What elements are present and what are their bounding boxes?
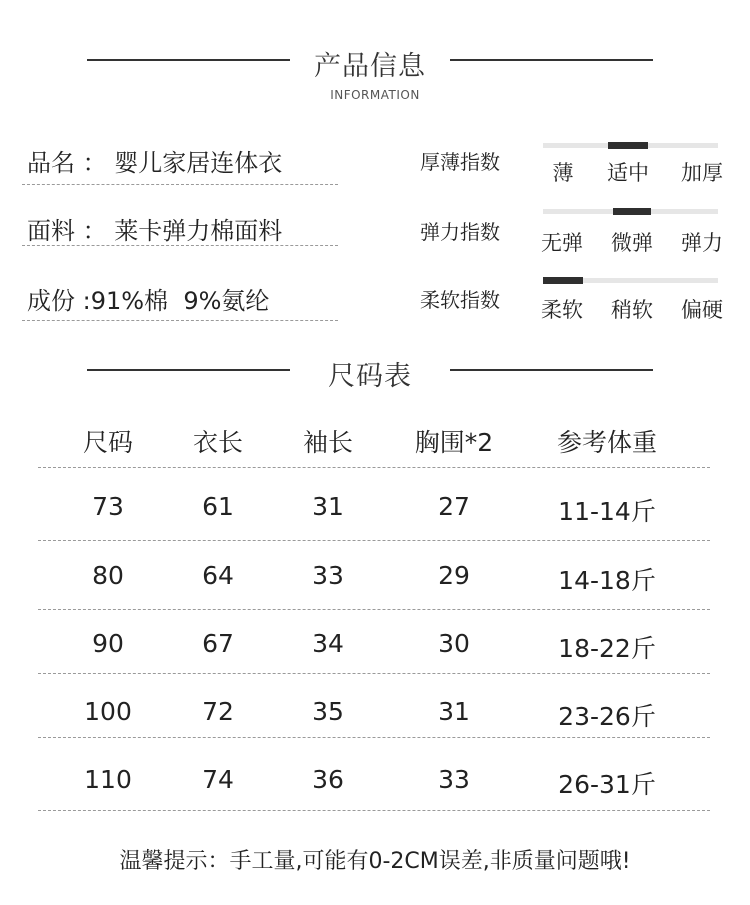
- table-cell-weight: 23-26斤: [558, 702, 656, 731]
- table-cell-size: 100: [84, 697, 132, 726]
- table-cell-size: 80: [92, 561, 124, 590]
- info-header-line-left: [87, 59, 290, 61]
- softness-scale-track: [543, 278, 718, 283]
- table-cell-length: 64: [202, 561, 234, 590]
- scale-option: 微弹: [611, 231, 653, 255]
- scale-option: 加厚: [681, 161, 723, 185]
- measurement-note: 温馨提示：手工量,可能有0-2CM误差,非质量问题哦!: [119, 849, 631, 874]
- table-divider: [38, 467, 710, 468]
- info-row-composition: 成份 :91%棉 9%氨纶: [27, 287, 270, 315]
- info-header-line-right: [450, 59, 653, 61]
- elasticity-scale-marker: [613, 208, 651, 215]
- table-cell-weight: 14-18斤: [558, 566, 656, 595]
- table-cell-chest: 27: [438, 492, 470, 521]
- elasticity-index-label: 弹力指数: [420, 220, 500, 244]
- softness-index-label: 柔软指数: [420, 288, 500, 312]
- table-divider: [38, 810, 710, 811]
- elasticity-scale-track: [543, 209, 718, 214]
- size-header-line-right: [450, 369, 653, 371]
- thickness-scale-track: [543, 143, 718, 148]
- table-cell-chest: 29: [438, 561, 470, 590]
- table-cell-sleeve: 35: [312, 697, 344, 726]
- scale-option: 柔软: [541, 298, 583, 322]
- table-cell-size: 110: [84, 765, 132, 794]
- column-header-length: 衣长: [192, 428, 243, 457]
- table-cell-size: 90: [92, 629, 124, 658]
- table-cell-length: 67: [202, 629, 234, 658]
- scale-option: 无弹: [541, 231, 583, 255]
- info-row-fabric: 面料 ： 莱卡弹力棉面料: [27, 217, 283, 245]
- table-divider: [38, 540, 710, 541]
- table-cell-weight: 26-31斤: [558, 770, 656, 799]
- info-row-divider: [22, 320, 338, 321]
- thickness-scale-options: [541, 157, 723, 187]
- info-row-name: 品名 ： 婴儿家居连体衣: [27, 149, 283, 177]
- softness-scale-marker: [543, 277, 583, 284]
- scale-option: 稍软: [611, 298, 653, 322]
- table-cell-sleeve: 36: [312, 765, 344, 794]
- table-cell-length: 74: [202, 765, 234, 794]
- info-row-divider: [22, 245, 338, 246]
- softness-scale-options: [541, 294, 723, 324]
- table-divider: [38, 609, 710, 610]
- size-header-line-left: [87, 369, 290, 371]
- table-cell-weight: 18-22斤: [558, 634, 656, 663]
- scale-option: 适中: [607, 161, 649, 185]
- column-header-chest: 胸围*2: [414, 428, 494, 457]
- table-cell-weight: 11-14斤: [558, 497, 656, 526]
- table-cell-sleeve: 34: [312, 629, 344, 658]
- table-cell-chest: 33: [438, 765, 470, 794]
- table-cell-length: 61: [202, 492, 234, 521]
- table-cell-chest: 31: [438, 697, 470, 726]
- info-section-title: 产品信息: [314, 51, 426, 82]
- table-cell-size: 73: [92, 492, 124, 521]
- table-cell-sleeve: 33: [312, 561, 344, 590]
- table-divider: [38, 737, 710, 738]
- scale-option: 偏硬: [681, 298, 723, 322]
- thickness-index-label: 厚薄指数: [420, 150, 500, 174]
- table-divider: [38, 673, 710, 674]
- column-header-sleeve: 袖长: [302, 428, 353, 457]
- elasticity-scale-options: [541, 227, 723, 257]
- table-cell-chest: 30: [438, 629, 470, 658]
- scale-option: 薄: [552, 161, 574, 185]
- column-header-weight: 参考体重: [556, 428, 657, 457]
- column-header-size: 尺码: [82, 428, 133, 457]
- table-cell-length: 72: [202, 697, 234, 726]
- thickness-scale-marker: [608, 142, 648, 149]
- scale-option: 弹力: [681, 231, 723, 255]
- info-section-subtitle: INFORMATION: [330, 88, 420, 102]
- size-chart-title: 尺码表: [328, 361, 412, 392]
- info-row-divider: [22, 184, 338, 185]
- table-cell-sleeve: 31: [312, 492, 344, 521]
